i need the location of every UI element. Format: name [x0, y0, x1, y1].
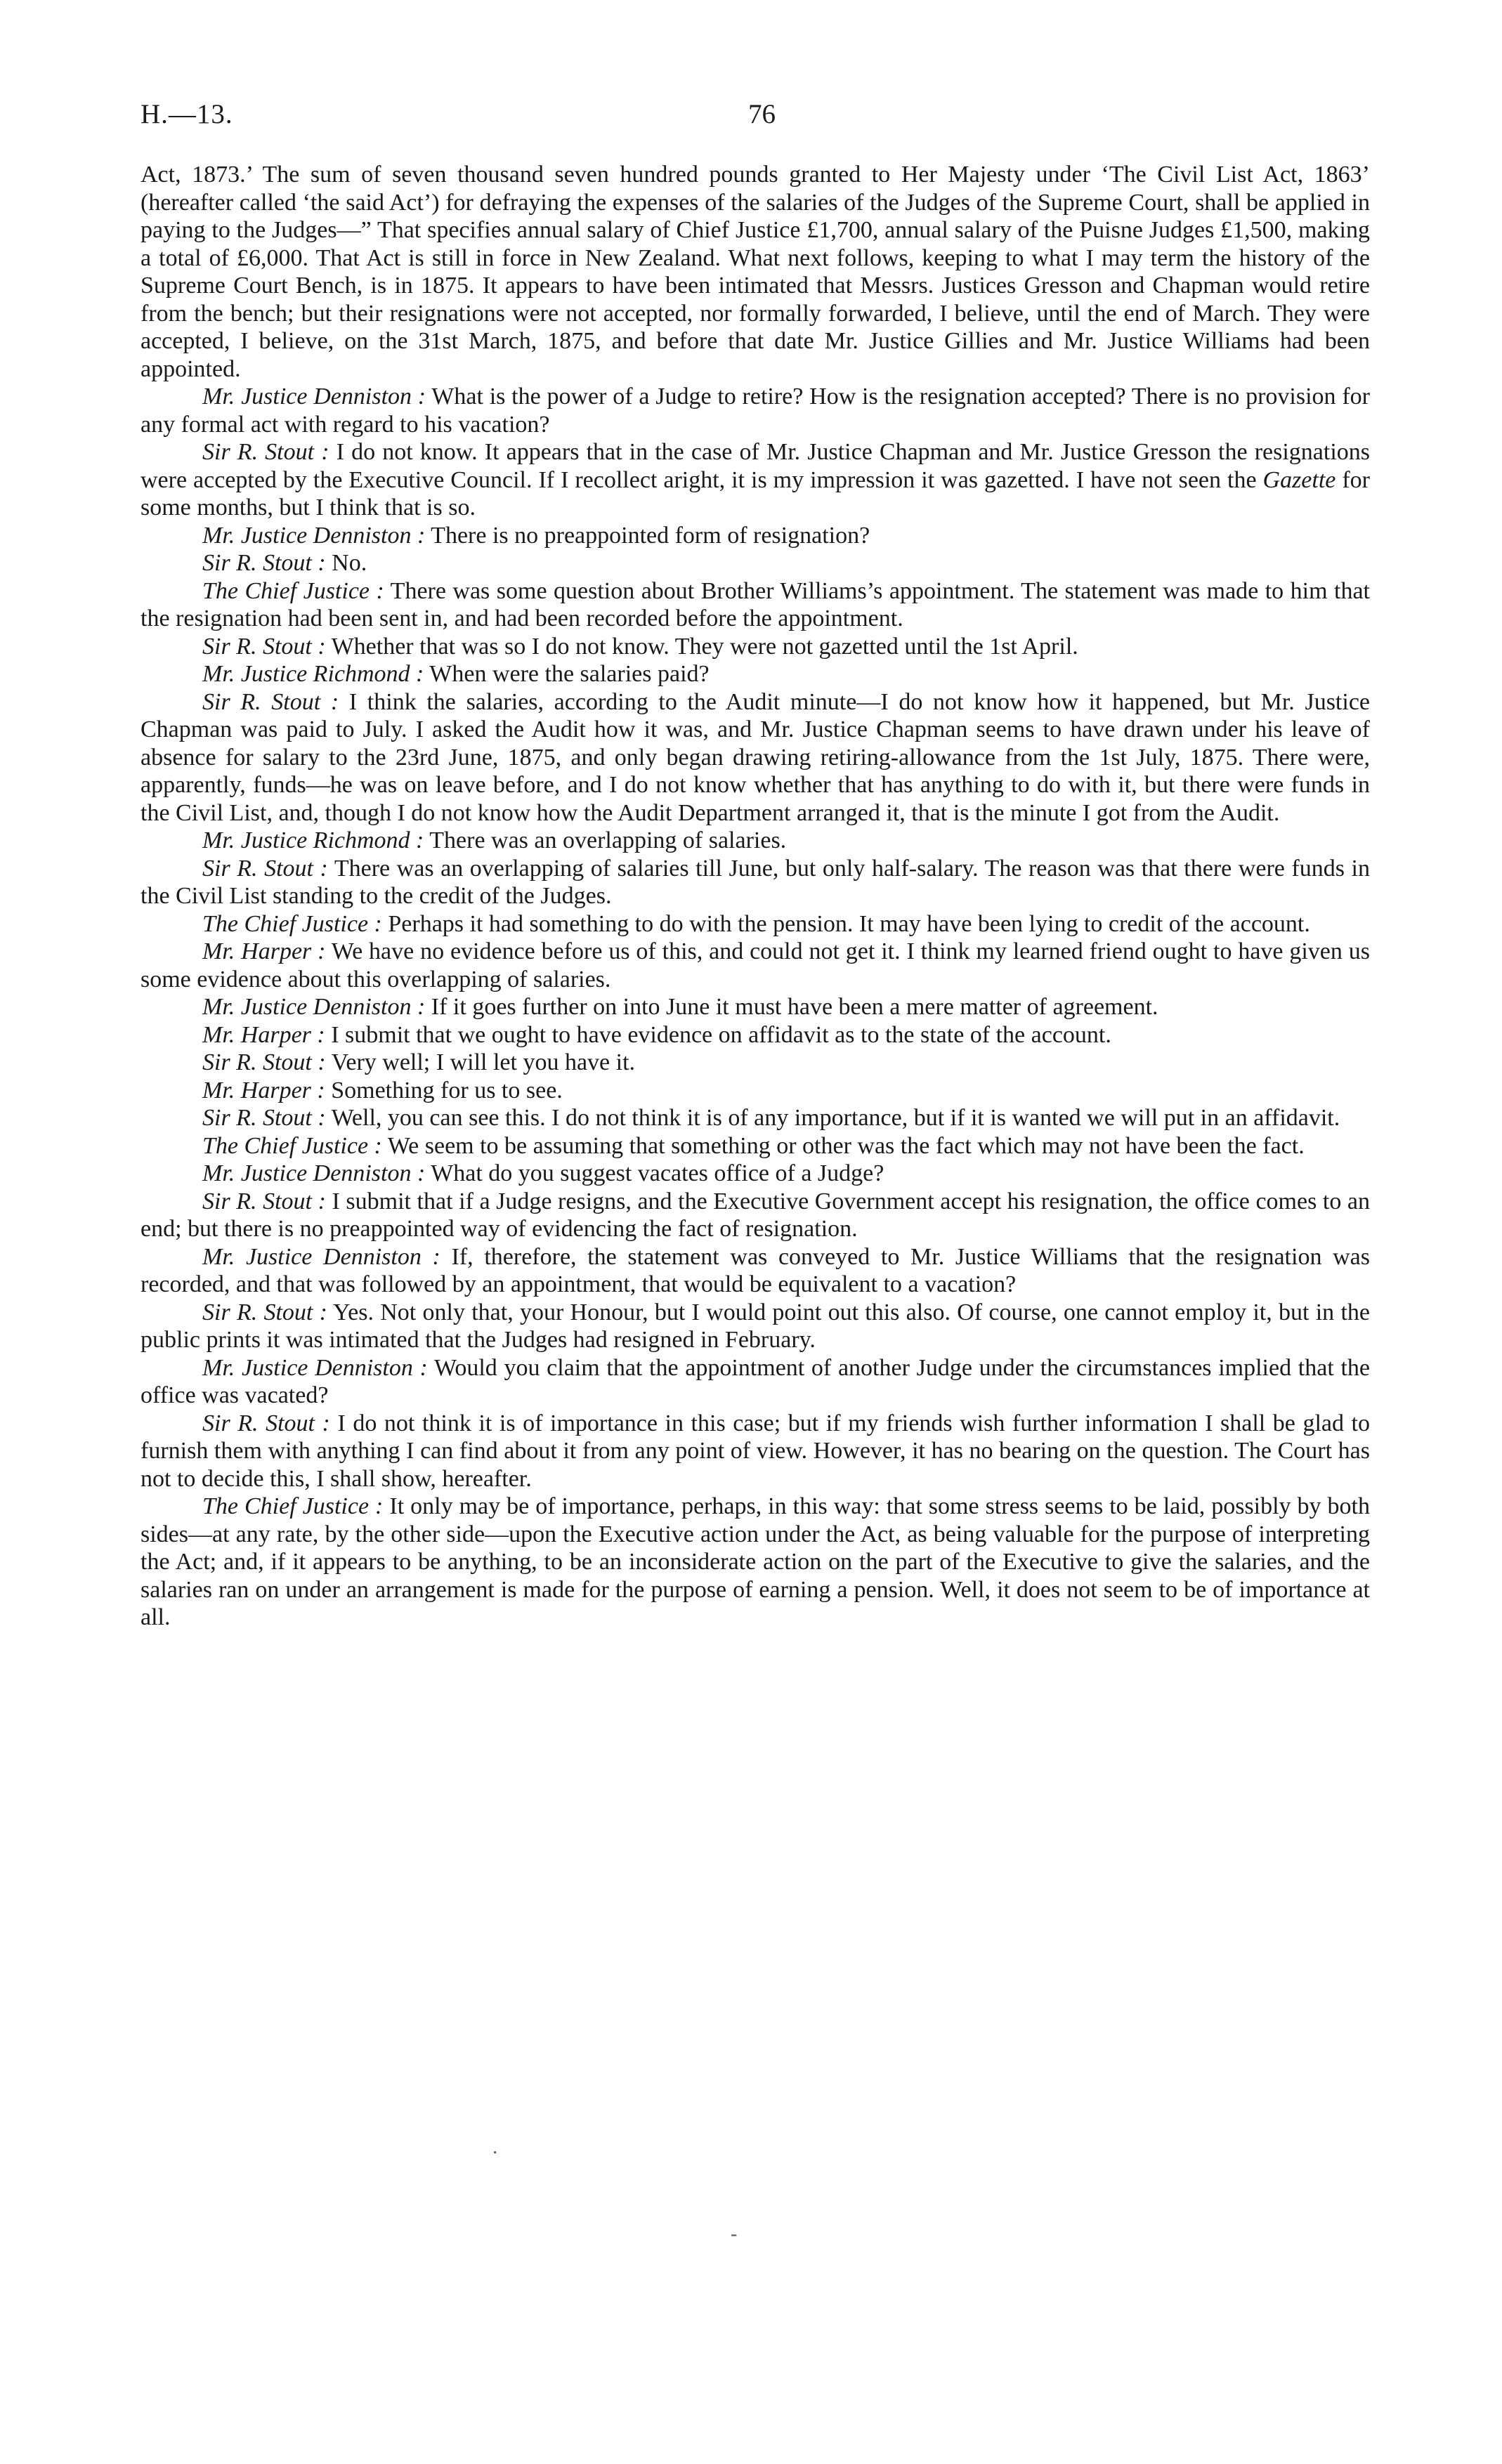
paragraph-text: There was an overlapping of salaries.	[429, 827, 787, 853]
paragraph	[141, 1410, 1370, 1493]
speaker: Sir R. Stout :	[202, 688, 339, 715]
paragraph	[141, 1299, 1370, 1354]
page-header	[141, 98, 1370, 140]
paragraph	[141, 1104, 1370, 1132]
paragraph	[141, 827, 1370, 855]
paragraph	[141, 1077, 1370, 1105]
speaker: Mr. Justice Denniston :	[202, 384, 426, 409]
paragraph-text: I submit that we ought to have evidence on affidavit as to the state of the account.	[331, 1021, 1111, 1048]
paragraph-text: There was an overlapping of salaries till June, but only half-salary. The reason was that there were funds in the Civil List standing to the credit of the Judges.	[141, 855, 1370, 909]
paragraph-text: Perhaps it had something to do with the pension. It may have been lying to credit of the account.	[388, 910, 1310, 937]
speaker: Mr. Justice Denniston :	[202, 1243, 440, 1270]
speaker: The Chief Justice :	[202, 1493, 384, 1519]
paragraph-text: I think the salaries, according to the Audit minute—I do not know how it happened, but Mr. Justice Chapman was paid to July. I asked the Audit how it was, and Mr. Justice Chapman seems to have drawn under his leave of absence for salary to the 23rd June, 1875, and only began drawing retiring-allowance from the 1st July, 1875. There were, apparently, funds—he was on leave before, and I do not know whether that has anything to do with it, but there were funds in the Civil List, and, though I do not know how the Audit Department arranged it, that is the minute I got from the Audit.	[141, 688, 1371, 826]
speaker: Sir R. Stout :	[202, 1299, 327, 1325]
speaker: Mr. Harper :	[202, 1021, 325, 1048]
document-reference: H.—13.	[141, 99, 233, 129]
speaker: Sir R. Stout :	[202, 1188, 326, 1214]
paragraph	[141, 1132, 1370, 1160]
paragraph-text: It only may be of importance, perhaps, in this way: that some stress seems to be laid, possibly by both sides—at any rate, by the other side—upon the Executive action under the Act, as being valuable for the purpose of interpreting the Act; and, if it appears to be anything, to be an inconsiderate action on the part of the Executive to give the salaries, and the salaries ran on under an arrangement is made for the purpose of earning a pension. Well, it does not seem to be of importance at all.	[141, 1493, 1370, 1630]
page-number: 76	[748, 99, 776, 129]
stray-print-mark: ·	[492, 2142, 499, 2164]
paragraph-text: Whether that was so I do not know. They were not gazetted until the 1st April.	[331, 633, 1078, 660]
speaker: Sir R. Stout :	[202, 1105, 326, 1131]
paragraph	[141, 161, 1370, 383]
paragraph-text: If, therefore, the statement was conveyed to Mr. Justice Williams that the resignation was recorded, and that was followed by an appointment, that would be equivalent to a vacation?	[141, 1243, 1370, 1297]
paragraph-text: Very well; I will let you have it.	[331, 1049, 636, 1075]
speaker: The Chief Justice :	[202, 910, 382, 937]
paragraph	[141, 660, 1370, 688]
paragraph	[141, 1354, 1370, 1410]
speaker: Mr. Justice Richmond :	[202, 661, 424, 687]
paragraph-text: I submit that if a Judge resigns, and the Executive Government accept his resignation, the office comes to an end; but there is no preappointed way of evidencing the fact of resignation.	[141, 1188, 1371, 1242]
speaker: Mr. Justice Denniston :	[202, 1354, 428, 1381]
paragraph	[141, 1160, 1370, 1188]
paragraph-text: for some months, but I think that is so.	[141, 466, 1371, 520]
stray-print-mark: -	[731, 2223, 738, 2245]
body-text	[141, 161, 1370, 1632]
paragraph	[141, 383, 1370, 438]
paragraph	[141, 938, 1370, 993]
paragraph	[141, 855, 1370, 910]
paragraph-text: Would you claim that the appointment of another Judge under the circumstances implied that the office was vacated?	[141, 1354, 1371, 1408]
paragraph-text: Well, you can see this. I do not think it is of any importance, but if it is wanted we will put in an affidavit.	[331, 1105, 1340, 1131]
paragraph	[141, 1243, 1370, 1299]
speaker: Mr. Justice Denniston :	[202, 994, 426, 1020]
speaker: Sir R. Stout :	[202, 439, 329, 465]
speaker: Mr. Justice Denniston :	[202, 1160, 426, 1186]
speaker: Mr. Harper :	[202, 938, 326, 964]
paragraph-text: Act, 1873.’ The sum of seven thousand seven hundred pounds granted to Her Majesty under ‘The Civil List Act, 1863’ (hereafter called ‘the said Act’) for defraying the expenses of the salaries of the Judges of the Supreme Court, shall be applied in paying to the Judges—” That specifies annual salary of Chief Justice £1,700, annual salary of the Puisne Judges £1,500, making a total of £6,000. That Act is still in force in New Zealand. What next follows, keeping to what I may term the history of the Supreme Court Bench, is in 1875. It appears to have been intimated that Messrs. Justices Gresson and Chapman would retire from the bench; but their resignations were not accepted, nor formally forwarded, I believe, until the end of March. They were accepted, I believe, on the 31st March, 1875, and before that date Mr. Justice Gillies and Mr. Justice Williams had been appointed.	[141, 162, 1370, 382]
paragraph	[141, 1188, 1370, 1243]
speaker: The Chief Justice :	[202, 577, 384, 604]
speaker: Sir R. Stout :	[202, 1049, 326, 1075]
speaker: Mr. Justice Richmond :	[202, 827, 424, 853]
speaker: Sir R. Stout :	[202, 550, 326, 576]
speaker: Mr. Justice Denniston :	[202, 522, 426, 549]
italic-word: Gazette	[1262, 466, 1336, 493]
paragraph	[141, 1493, 1370, 1632]
paragraph-text: There is no preappointed form of resignation?	[431, 522, 870, 549]
paragraph-text: There was some question about Brother Williams’s appointment. The statement was made to him that the resignation had been sent in, and had been recorded before the appointment.	[141, 577, 1370, 631]
paragraph-text: I do not think it is of importance in this case; but if my friends wish further information I shall be glad to furnish them with anything I can find about it from any point of view. However, it has no bearing on the question. The Court has not to decide this, I shall show, hereafter.	[141, 1410, 1371, 1492]
paragraph-text: I do not know. It appears that in the case of Mr. Justice Chapman and Mr. Justice Gresson the resignations were accepted by the Executive Council. If I recollect aright, it is my impression it was gazetted. I have not seen the	[141, 439, 1371, 493]
speaker: Sir R. Stout :	[202, 1410, 330, 1436]
paragraph	[141, 1021, 1370, 1049]
paragraph	[141, 993, 1370, 1021]
paragraph-text: We have no evidence before us of this, and could not get it. I think my learned friend ought to have given us some evidence about this overlapping of salaries.	[141, 938, 1371, 992]
paragraph	[141, 910, 1370, 938]
paragraph	[141, 438, 1370, 522]
paragraph	[141, 1049, 1370, 1077]
paragraph	[141, 688, 1370, 827]
paragraph-text: No.	[332, 550, 367, 576]
paragraph	[141, 633, 1370, 661]
paragraph-text: Something for us to see.	[331, 1077, 563, 1103]
paragraph	[141, 522, 1370, 550]
speaker: The Chief Justice :	[202, 1132, 382, 1159]
paragraph-text: If it goes further on into June it must have been a mere matter of agreement.	[431, 994, 1158, 1020]
paragraph-text: Yes. Not only that, your Honour, but I would point out this also. Of course, one cannot employ it, but in the public prints it was intimated that the Judges had resigned in February.	[141, 1299, 1370, 1353]
paragraph	[141, 549, 1370, 577]
speaker: Mr. Harper :	[202, 1077, 325, 1103]
paragraph-text: What is the power of a Judge to retire? How is the resignation accepted? There is no provision for any formal act with regard to his vacation?	[141, 384, 1370, 438]
paragraph-text: When were the salaries paid?	[429, 661, 710, 687]
paragraph-text: What do you suggest vacates office of a Judge?	[431, 1160, 884, 1186]
paragraph	[141, 577, 1370, 633]
speaker: Sir R. Stout :	[202, 855, 328, 882]
paragraph-text: We seem to be assuming that something or other was the fact which may not have been the fact.	[387, 1132, 1305, 1159]
speaker: Sir R. Stout :	[202, 633, 326, 660]
